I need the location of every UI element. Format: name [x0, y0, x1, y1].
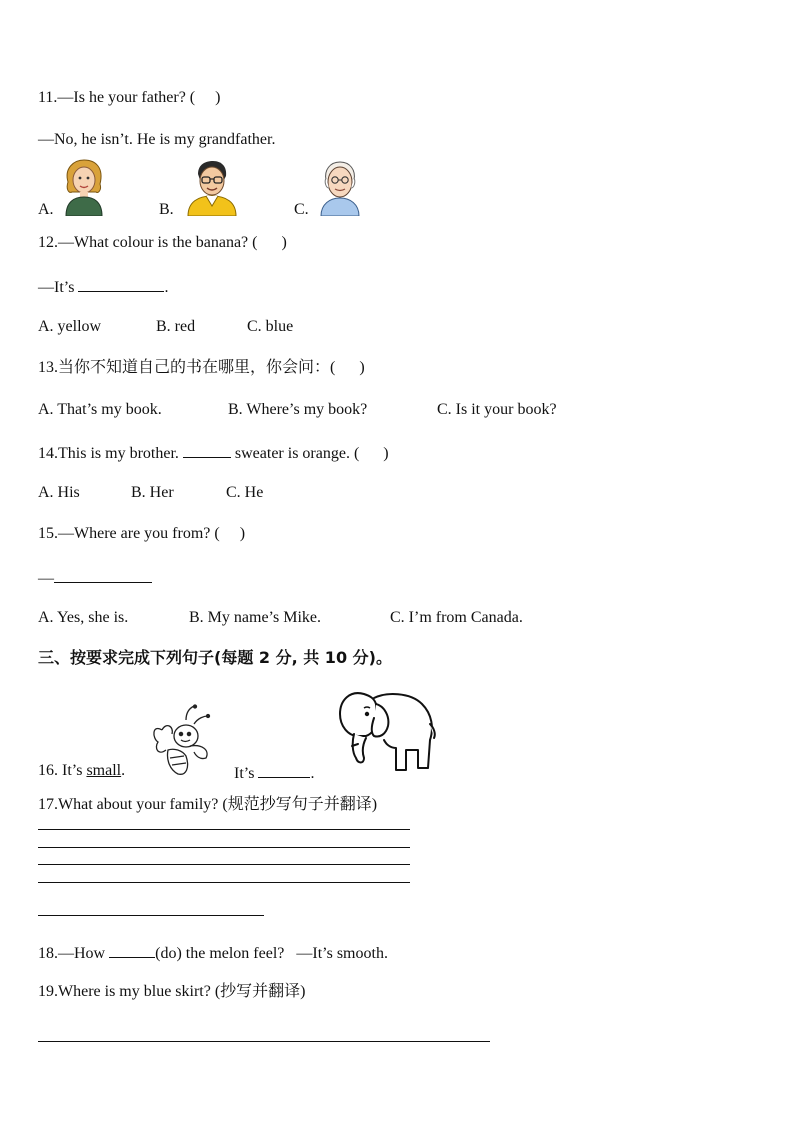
q17-answer-line-3[interactable]: [38, 864, 410, 865]
q16-prefix: 16. It’s: [38, 762, 83, 779]
q12-option-c: C. blue: [247, 318, 294, 335]
q11-reply: —No, he isn’t. He is my grandfather.: [38, 131, 276, 148]
q16-sentence-1: [38, 761, 125, 781]
q17-answer-line-2[interactable]: [38, 847, 410, 848]
q14-option-c: C. He: [226, 484, 264, 501]
q12-option-b: B. red: [156, 318, 196, 335]
q15-question: 15.—Where are you from? ( ): [38, 525, 246, 542]
q15-reply-prefix: —: [38, 570, 54, 587]
q16-sentence-2: [234, 761, 314, 784]
q16-answer-blank[interactable]: [258, 761, 310, 778]
q18-prefix: 18.—How: [38, 945, 106, 962]
q14-answer-blank[interactable]: [183, 441, 231, 458]
q18-question: [38, 941, 388, 964]
grandfather-icon: [318, 158, 360, 216]
q15-answer-blank[interactable]: [54, 566, 152, 583]
q12-question: 12.—What colour is the banana? ( ): [38, 234, 287, 251]
q11-option-a: A.: [38, 201, 54, 218]
q15-option-a: A. Yes, she is.: [38, 609, 129, 626]
q14-suffix: sweater is orange. ( ): [234, 445, 389, 462]
bee-icon: [150, 704, 212, 776]
q11-option-b: B.: [159, 201, 174, 218]
q16-dot: .: [121, 762, 126, 779]
q14-option-b: B. Her: [131, 484, 174, 501]
q13-option-b: B. Where’s my book?: [228, 401, 368, 418]
q18-answer-blank[interactable]: [109, 941, 155, 958]
q12-answer-blank[interactable]: [78, 275, 164, 292]
elephant-icon: [334, 684, 438, 774]
q17-answer-line-1[interactable]: [38, 829, 410, 830]
q19-answer-line[interactable]: [38, 1041, 490, 1042]
q16-second-prefix: It’s: [234, 765, 255, 782]
q17-answer-line-4[interactable]: [38, 882, 410, 883]
q12-reply: [38, 275, 168, 298]
q16-second-suffix: .: [310, 765, 315, 782]
section-heading: 三、按要求完成下列句子(每题 2 分, 共 10 分)。: [38, 648, 392, 667]
q14-question: [38, 441, 389, 464]
q15-option-c: C. I’m from Canada.: [390, 609, 523, 626]
q12-option-a: A. yellow: [38, 318, 102, 335]
q14-prefix: 14.This is my brother.: [38, 445, 179, 462]
q15-reply: [38, 566, 152, 589]
q14-options: [38, 483, 263, 503]
woman-portrait-icon: [62, 158, 106, 216]
q12-reply-suffix: .: [164, 279, 169, 296]
q18-middle: (do) the melon feel? —It’s smooth.: [155, 945, 388, 962]
q12-reply-prefix: —It’s: [38, 279, 75, 296]
q13-options: [38, 400, 557, 420]
q17-answer-line-5[interactable]: [38, 915, 264, 916]
q15-options: [38, 608, 523, 628]
q11-option-c: C.: [294, 201, 309, 218]
q17-question: 17.What about your family? (规范抄写句子并翻译): [38, 796, 378, 813]
q16-word: small: [86, 762, 122, 779]
q15-option-b: B. My name’s Mike.: [189, 609, 321, 626]
q14-option-a: A. His: [38, 484, 80, 501]
q13-option-a: A. That’s my book.: [38, 401, 162, 418]
q12-options: [38, 317, 293, 337]
man-with-glasses-icon: [186, 160, 238, 216]
q13-option-c: C. Is it your book?: [437, 401, 557, 418]
q11-question: 11.—Is he your father? ( ): [38, 89, 221, 106]
q13-question: 13.当你不知道自己的书在哪里，你会问：( ): [38, 359, 365, 376]
q19-question: 19.Where is my blue skirt? (抄写并翻译): [38, 983, 306, 1000]
